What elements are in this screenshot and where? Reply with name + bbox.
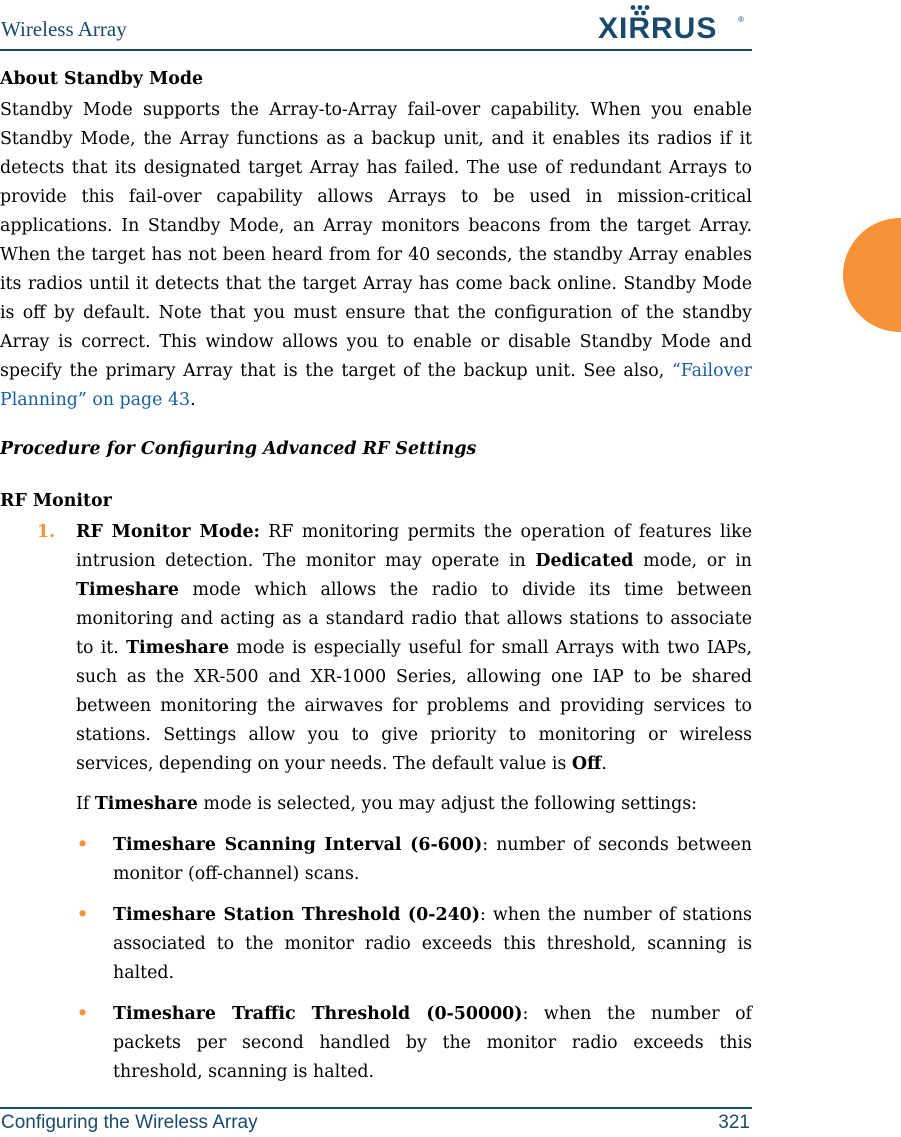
bullet-scanning-interval [0,831,752,889]
step-text-4: mode is especially useful for small Arrays with two IAPs, such as the XR-500 and XR-1000 Series, allowing one IAP to be shared between monitoring the airwaves for problems and providing services to stations. Settings allow you to give priority to monitoring or wireless services, depending on your needs. The default value is [76,638,752,774]
timeshare-note [0,790,752,819]
bullet-marker: • [77,835,89,855]
note-suffix: mode is selected, you may adjust the following settings: [197,794,697,814]
procedure-heading: Procedure for Configuring Advanced RF Settings [0,439,477,459]
off-term: Off [571,754,602,774]
see-also-suffix: . [190,390,196,410]
note-bold: Timeshare [94,794,198,814]
rf-monitor-step [0,518,752,779]
timeshare-term-1: Timeshare [76,580,179,600]
step-text-1: RF monitoring permits the operation of features like intrusion detection. The monitor may operate in [76,522,752,571]
chapter-tab-marker [843,218,901,332]
dedicated-term: Dedicated [535,551,634,571]
step-number: 1. [37,522,56,542]
footer-rule [0,1107,752,1109]
header-rule [0,49,752,51]
page-header [0,0,752,50]
standby-body: Standby Mode supports the Array-to-Array fail-over capability. When you enable Standby Mode, the Array functions as a backup unit, and it enables its radios if it detects that its designated target Array has failed. The use of redundant Arrays to provide this fail-over capability allows Arrays to be used in mission-critical applications. In Standby Mode, an Array monitors beacons from the target Array. When the target has not been heard from for 40 seconds, the standby Array enables its radios until it detects that the target Array has come back online. Standby Mode is off by default. Note that you must ensure that the configuration of the standby Array is correct. This window allows you to enable or disable Standby Mode and specify the primary Array that is the target of the backup unit. [0,100,752,381]
see-also-prefix: See also, [583,361,672,381]
bullet-traffic-threshold [0,1000,752,1087]
footer-title: Configuring the Wireless Array [1,1112,258,1133]
bullet-marker: • [77,1004,89,1024]
standby-paragraph [0,96,752,415]
step-label: RF Monitor Mode: [76,522,260,542]
page-content [0,62,752,1087]
header-title: Wireless Array [1,17,127,41]
step-text-5: . [601,754,607,774]
note-prefix: If [76,794,95,814]
xirrus-logo-graphic [597,4,747,44]
bullet-text: : number of seconds between monitor (off-channel) scans. [113,835,752,884]
bullet-term: Timeshare Station Threshold (0-240) [113,905,481,925]
registered-mark: ® [738,15,744,24]
bullet-text: : when the number of packets per second handled by the monitor radio exceeds this threshold, scanning is halted. [113,1004,752,1082]
standby-heading: About Standby Mode [0,69,204,89]
xirrus-logo [597,4,747,48]
bullet-term: Timeshare Traffic Threshold (0-50000) [113,1004,523,1024]
page-number: 321 [718,1112,750,1133]
rf-monitor-heading: RF Monitor [0,491,112,511]
bullet-station-threshold [0,901,752,988]
bullet-text: : when the number of stations associated to the monitor radio exceeds this threshold, scanning is halted. [113,905,752,983]
step-text-2: mode, or in [633,551,752,571]
step-text-3: mode which allows the radio to divide its time between monitoring and acting as a standard radio that allows stations to associate to it. [76,580,752,658]
failover-planning-link[interactable]: “Failover Planning” on page 43 [0,361,753,410]
bullet-marker: • [77,905,89,925]
timeshare-term-2: Timeshare [126,638,230,658]
bullet-term: Timeshare Scanning Interval (6-600) [113,835,483,855]
logo-wordmark: XIRRUS [598,12,718,44]
